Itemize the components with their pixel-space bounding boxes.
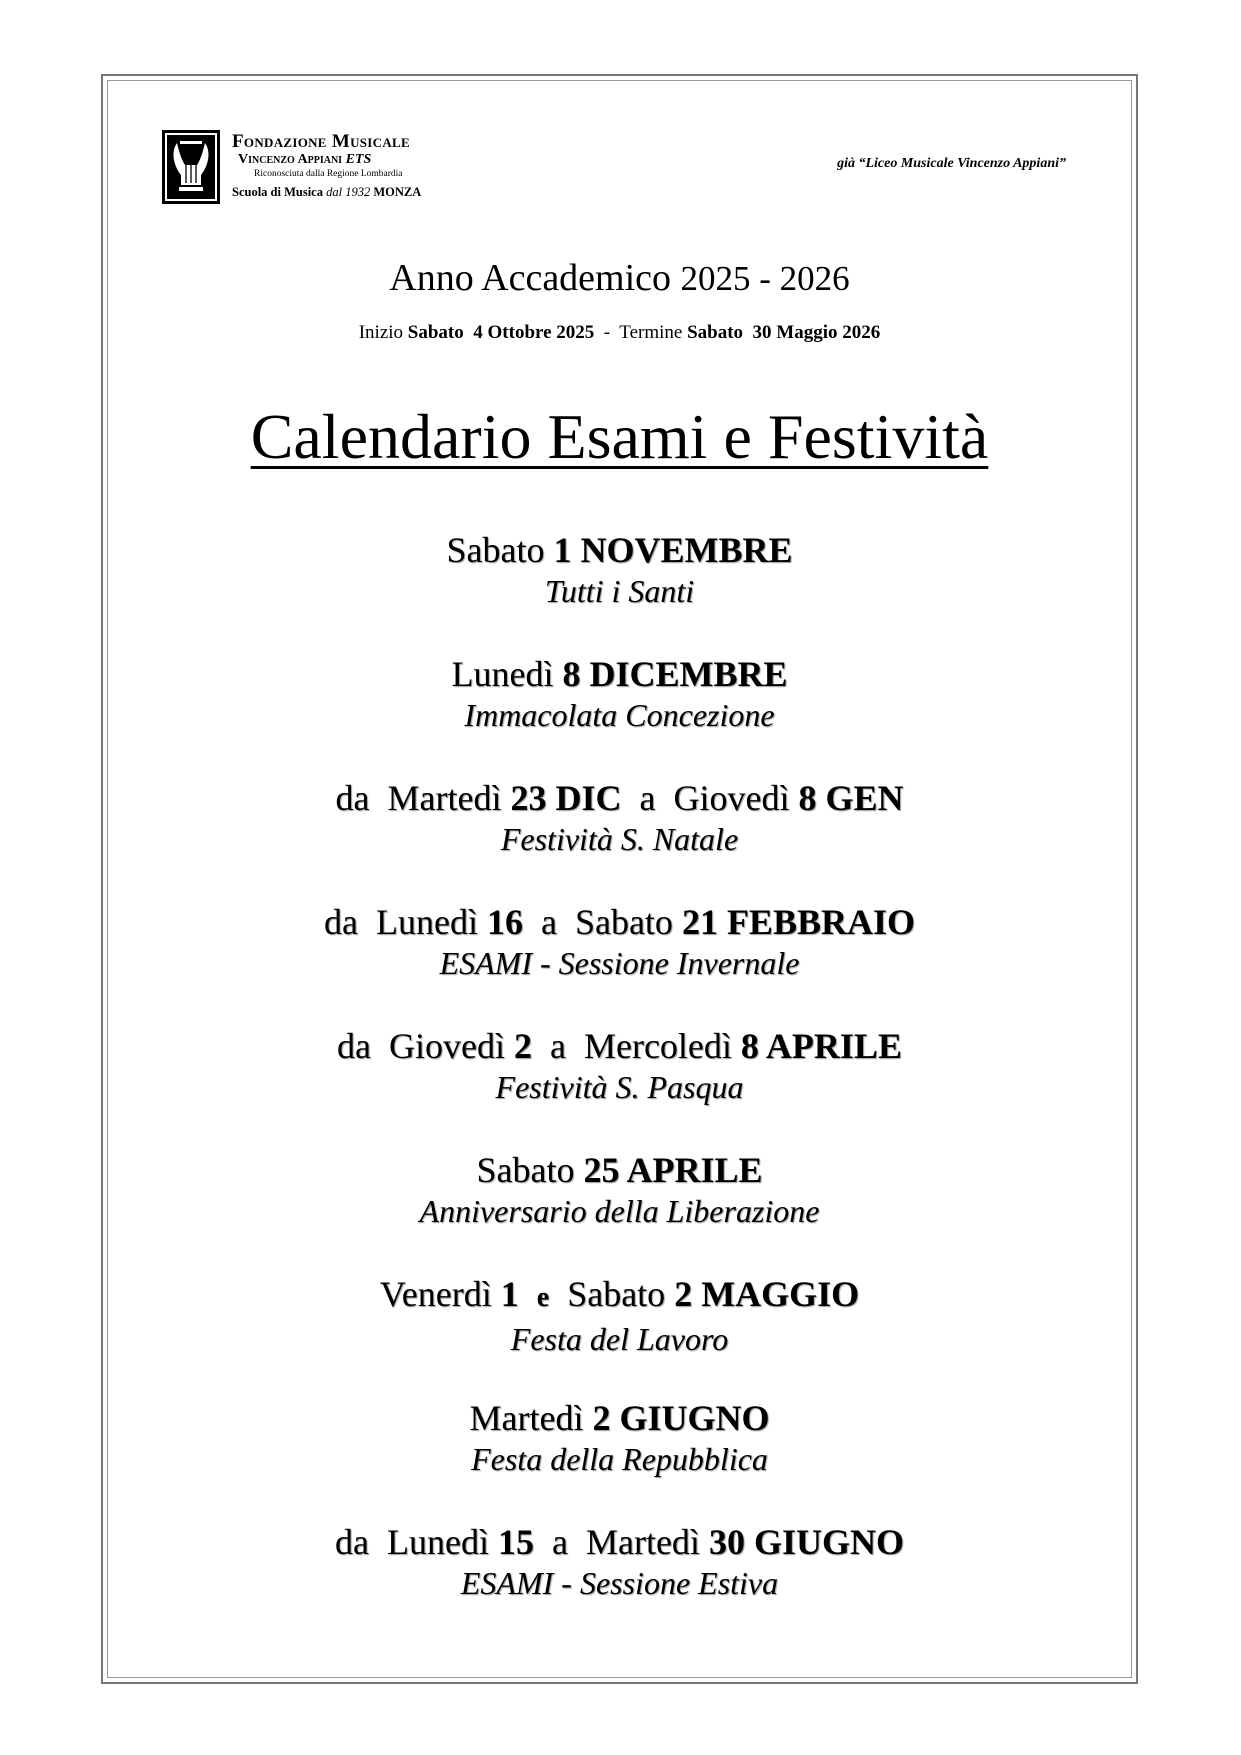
event-date: Venerdì 1 e Sabato 2 MAGGIO <box>379 1274 860 1314</box>
event-item <box>107 1272 1132 1396</box>
end-label: Termine <box>619 322 683 343</box>
foundation-logo <box>162 130 462 206</box>
logo-name: Vincenzo Appiani <box>238 152 343 167</box>
event-item <box>107 528 1132 652</box>
event-date: Lunedì 8 DICEMBRE <box>451 654 788 694</box>
end-day: Sabato <box>687 322 744 343</box>
event-item <box>107 1148 1132 1272</box>
logo-city: MONZA <box>373 184 422 199</box>
academic-year-label: Anno Accademico <box>389 257 672 299</box>
event-name: Tutti i Santi <box>544 573 695 609</box>
lyre-icon <box>167 135 215 199</box>
event-date: Sabato 25 APRILE <box>476 1150 763 1190</box>
logo-ets: ETS <box>345 152 372 167</box>
academic-year-title <box>107 256 1132 300</box>
event-name: Immacolata Concezione <box>464 697 775 733</box>
logo-school: Scuola di Musica <box>232 184 323 199</box>
start-label: Inizio <box>358 322 404 343</box>
former-name: già “Liceo Musicale Vincenzo Appiani” <box>837 156 1066 171</box>
start-date: 4 Ottobre 2025 <box>473 322 595 343</box>
dates-separator: - <box>603 322 611 343</box>
logo-line-school <box>232 186 472 199</box>
event-date: da Lunedì 16 a Sabato 21 FEBBRAIO <box>324 902 915 942</box>
events-list <box>107 528 1132 1644</box>
event-name: Festa del Lavoro <box>510 1321 729 1357</box>
event-date: Martedì 2 GIUGNO <box>469 1398 770 1438</box>
event-item <box>107 1024 1132 1148</box>
logo-line-name <box>238 153 472 167</box>
event-item <box>107 900 1132 1024</box>
logo-line-foundation: Fondazione Musicale <box>232 131 410 152</box>
event-date: da Giovedì 2 a Mercoledì 8 APRILE <box>337 1026 902 1066</box>
end-date: 30 Maggio 2026 <box>752 322 881 343</box>
academic-year-dates <box>107 322 1132 344</box>
event-name: Anniversario della Liberazione <box>419 1193 820 1229</box>
event-date: Sabato 1 NOVEMBRE <box>446 530 793 570</box>
event-date: da Lunedì 15 a Martedì 30 GIUGNO <box>335 1522 904 1562</box>
academic-year-years: 2025 - 2026 <box>680 259 850 298</box>
page-title: Calendario Esami e Festività <box>250 401 989 472</box>
event-item <box>107 1520 1132 1644</box>
event-date: da Martedì 23 DIC a Giovedì 8 GEN <box>335 778 904 818</box>
event-name: ESAMI - Sessione Invernale <box>439 945 800 981</box>
event-name: Festività S. Natale <box>500 821 739 857</box>
event-name: ESAMI - Sessione Estiva <box>460 1565 779 1601</box>
event-item <box>107 1396 1132 1520</box>
logo-line-recognition: Riconosciuta dalla Regione Lombardia <box>254 169 403 179</box>
logo-since: dal 1932 <box>326 184 371 199</box>
start-day: Sabato <box>407 322 464 343</box>
lyre-emblem <box>162 130 220 204</box>
event-item <box>107 776 1132 900</box>
event-item <box>107 652 1132 776</box>
event-name: Festività S. Pasqua <box>495 1069 744 1105</box>
event-name: Festa della Repubblica <box>471 1441 768 1477</box>
